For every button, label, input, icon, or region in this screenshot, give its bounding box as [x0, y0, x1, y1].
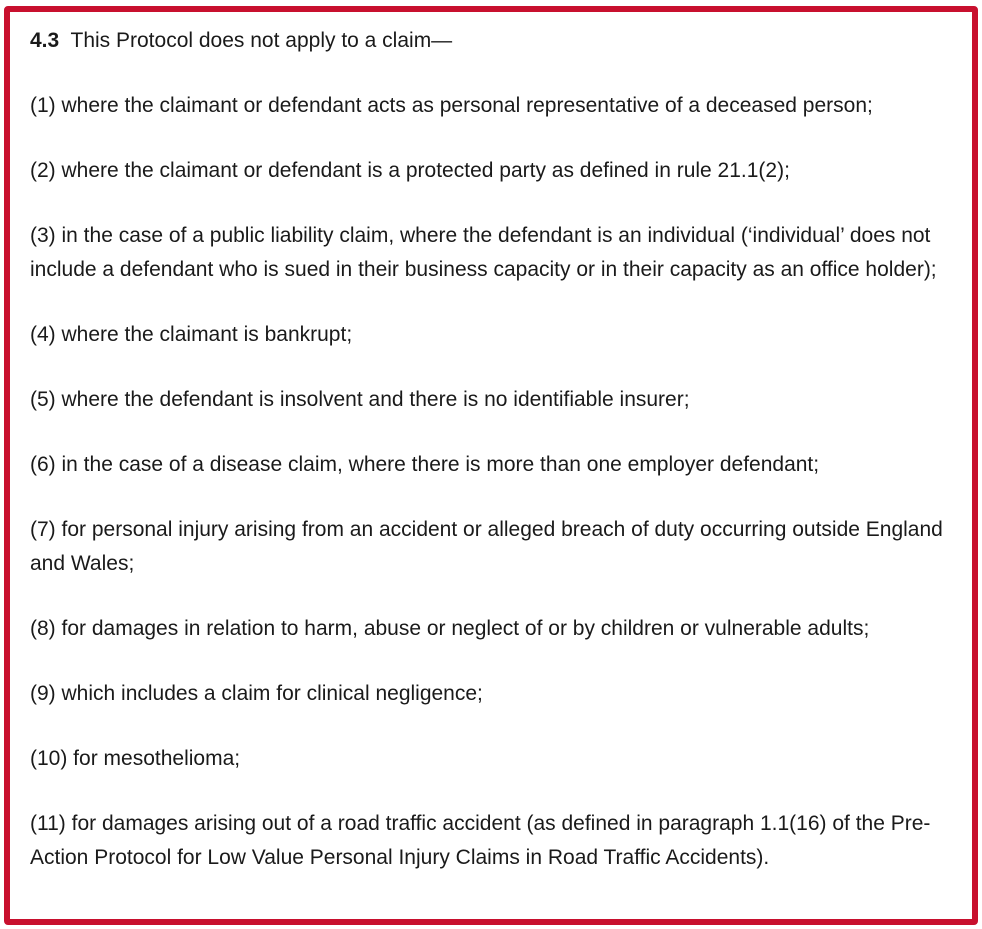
exclusion-item-10: (10) for mesothelioma; [30, 747, 241, 770]
exclusion-item-1: (1) where the claimant or defendant acts as personal representative of a deceased person; [30, 94, 873, 117]
highlight-frame [4, 6, 978, 925]
exclusion-item-8: (8) for damages in relation to harm, abuse or neglect of or by children or vulnerable adults; [30, 617, 870, 640]
exclusion-item-6: (6) in the case of a disease claim, where there is more than one employer defendant; [30, 453, 820, 476]
exclusion-item-9: (9) which includes a claim for clinical negligence; [30, 682, 483, 705]
section-number: 4.3 [30, 29, 60, 52]
protocol-section [30, 24, 970, 875]
section-heading-text: This Protocol does not apply to a claim— [70, 29, 453, 52]
exclusion-item-5: (5) where the defendant is insolvent and there is no identifiable insurer; [30, 388, 690, 411]
exclusion-item-2: (2) where the claimant or defendant is a protected party as defined in rule 21.1(2); [30, 159, 790, 182]
section-heading [30, 24, 970, 58]
exclusion-item-4: (4) where the claimant is bankrupt; [30, 323, 353, 346]
exclusion-item-3: (3) in the case of a public liability claim, where the defendant is an individual (‘individual’ does not include a defendant who is sued in their business capacity or in their capacity as an office holder); [30, 224, 937, 281]
exclusion-item-11: (11) for damages arising out of a road traffic accident (as defined in paragraph 1.1(16) of the Pre-Action Protocol for Low Value Personal Injury Claims in Road Traffic Accidents). [30, 812, 931, 869]
exclusion-item-7: (7) for personal injury arising from an accident or alleged breach of duty occurring outside England and Wales; [30, 518, 943, 575]
